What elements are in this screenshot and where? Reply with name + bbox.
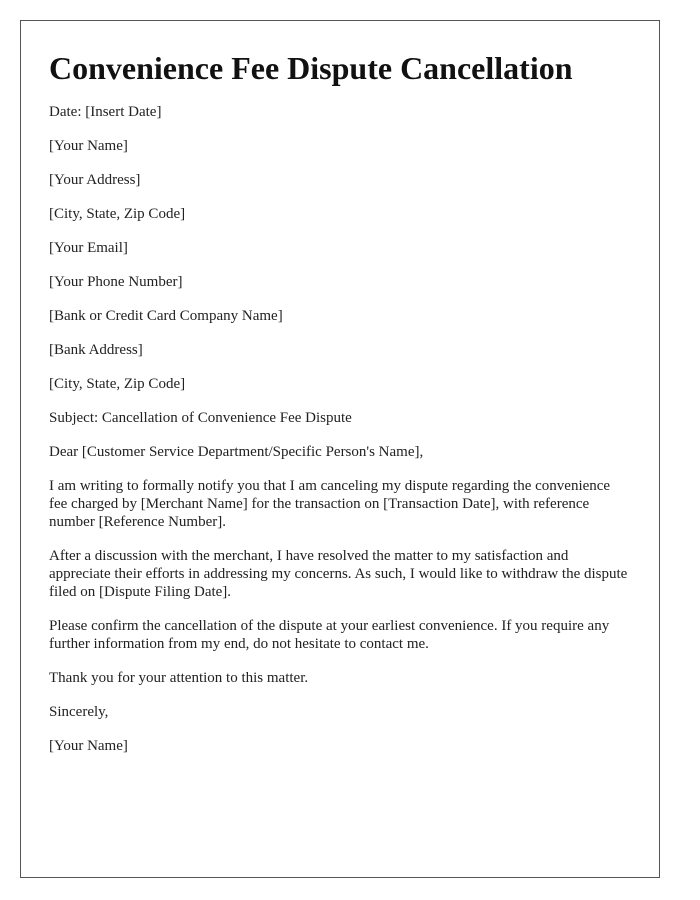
body-paragraph-thanks: Thank you for your attention to this matter. bbox=[49, 670, 309, 686]
subject-line: Subject: Cancellation of Convenience Fee Dispute bbox=[49, 410, 352, 426]
salutation: Dear [Customer Service Department/Specific Person's Name], bbox=[49, 444, 424, 460]
recipient-city-state-zip: [City, State, Zip Code] bbox=[49, 376, 186, 392]
closing: Sincerely, bbox=[49, 704, 109, 720]
recipient-company: [Bank or Credit Card Company Name] bbox=[49, 308, 283, 324]
sender-email: [Your Email] bbox=[49, 240, 128, 256]
body-paragraph-request: Please confirm the cancellation of the dispute at your earliest convenience. If you require any further information from my end, do not hesitate to contact me. bbox=[49, 618, 610, 652]
letter-title: Convenience Fee Dispute Cancellation bbox=[49, 50, 573, 86]
recipient-address: [Bank Address] bbox=[49, 342, 143, 358]
letter-page bbox=[20, 20, 660, 878]
date-line: Date: [Insert Date] bbox=[49, 104, 162, 120]
sender-name: [Your Name] bbox=[49, 138, 128, 154]
body-paragraph-notice: I am writing to formally notify you that I am canceling my dispute regarding the convenience fee charged by [Merchant Name] for the transaction on [Transaction Date], with reference number [Reference Number]. bbox=[49, 478, 611, 530]
body-paragraph-resolution: After a discussion with the merchant, I have resolved the matter to my satisfaction and appreciate their efforts in addressing my concerns. As such, I would like to withdraw the dispute filed on [Dispute Filing Date]. bbox=[49, 548, 628, 600]
signature: [Your Name] bbox=[49, 738, 128, 754]
sender-city-state-zip: [City, State, Zip Code] bbox=[49, 206, 186, 222]
sender-phone: [Your Phone Number] bbox=[49, 274, 183, 290]
sender-address: [Your Address] bbox=[49, 172, 141, 188]
